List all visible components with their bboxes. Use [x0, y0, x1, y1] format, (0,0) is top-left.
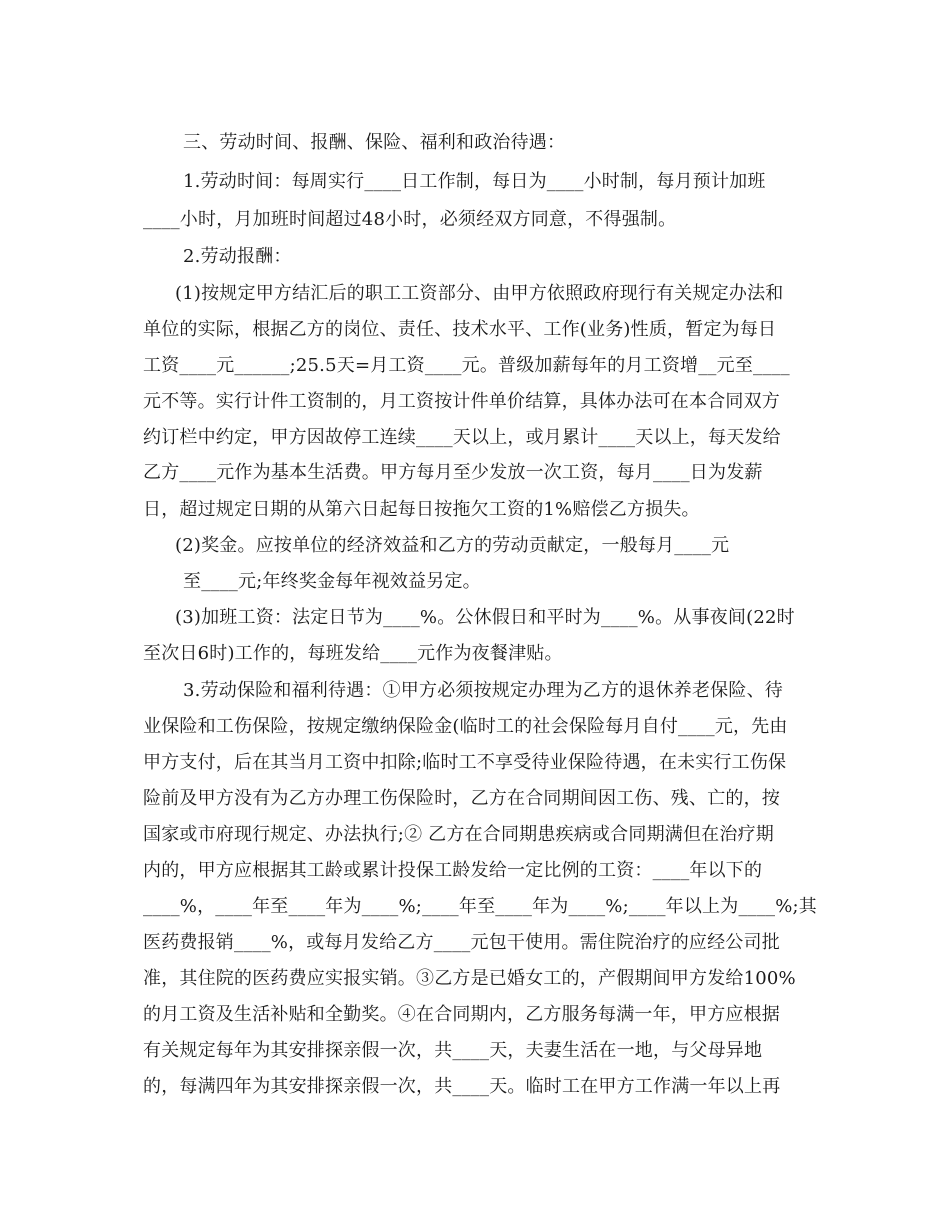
paragraph-line: (2)奖金。应按单位的经济效益和乙方的劳动贡献定，一般每月____元	[175, 535, 730, 556]
paragraph-line: 甲方支付，后在其当月工资中扣除;临时工不享受待业保险待遇，在未实行工伤保	[143, 752, 787, 773]
paragraph-line: 3.劳动保险和福利待遇：①甲方必须按规定办理为乙方的退休养老保险、待	[183, 680, 783, 701]
paragraph-line: 至____元;年终奖金每年视效益另定。	[183, 571, 481, 592]
paragraph-line: 国家或市府现行规定、办法执行;② 乙方在合同期患疾病或合同期满但在治疗期	[143, 824, 774, 845]
paragraph-line: ____小时，月加班时间超过48小时，必须经双方同意，不得强制。	[143, 209, 677, 230]
paragraph-line: 工资____元______;25.5天=月工资____元。普级加薪每年的月工资增__元至____	[143, 355, 790, 376]
paragraph-line: 内的，甲方应根据其工龄或累计投保工龄发给一定比例的工资：____年以下的	[143, 860, 763, 881]
paragraph-line: 至次日6时)工作的，每班发给____元作为夜餐津贴。	[143, 643, 563, 664]
paragraph-line: 险前及甲方没有为乙方办理工伤保险时，乙方在合同期间因工伤、残、亡的，按	[143, 788, 780, 809]
paragraph-line: 医药费报销____%，或每月发给乙方____元包干使用。需住院治疗的应经公司批	[143, 932, 780, 953]
paragraph-line: 日，超过规定日期的从第六日起每日按拖欠工资的1%赔偿乙方损失。	[143, 499, 700, 520]
paragraph-line: 约订栏中约定，甲方因故停工连续____天以上，或月累计____天以上，每天发给	[143, 427, 781, 448]
paragraph-line: (3)加班工资：法定日节为____%。公休假日和平时为____%。从事夜间(22时	[175, 607, 795, 628]
paragraph-line: 的月工资及生活补贴和全勤奖。④在合同期内，乙方服务每满一年，甲方应根据	[143, 1004, 780, 1025]
paragraph-line: 有关规定每年为其安排探亲假一次，共____天，夫妻生活在一地，与父母异地	[143, 1040, 763, 1061]
paragraph-line: ____%，____年至____年为____%;____年至____年为____%;____年以上为____%;其	[143, 896, 818, 917]
paragraph-line: 2.劳动报酬：	[183, 246, 292, 267]
section-heading: 三、劳动时间、报酬、保险、福利和政治待遇：	[183, 132, 566, 153]
paragraph-line: (1)按规定甲方结汇后的职工工资部分、由甲方依照政府现行有关规定办法和	[175, 283, 784, 304]
paragraph-line: 乙方____元作为基本生活费。甲方每月至少发放一次工资，每月____日为发薪	[143, 462, 763, 483]
paragraph-line: 准，其住院的医药费应实报实销。③乙方是已婚女工的，产假期间甲方发给100%	[143, 968, 796, 989]
paragraph-line: 业保险和工伤保险，按规定缴纳保险金(临时工的社会保险每月自付____元，先由	[143, 716, 788, 737]
paragraph-line: 的，每满四年为其安排探亲假一次，共____天。临时工在甲方工作满一年以上再	[143, 1076, 781, 1097]
paragraph-line: 单位的实际，根据乙方的岗位、责任、技术水平、工作(业务)性质，暂定为每日	[143, 319, 777, 340]
paragraph-line: 元不等。实行计件工资制的，月工资按计件单价结算，具体办法可在本合同双方	[143, 391, 780, 412]
paragraph-line: 1.劳动时间：每周实行____日工作制，每日为____小时制，每月预计加班	[183, 171, 766, 192]
